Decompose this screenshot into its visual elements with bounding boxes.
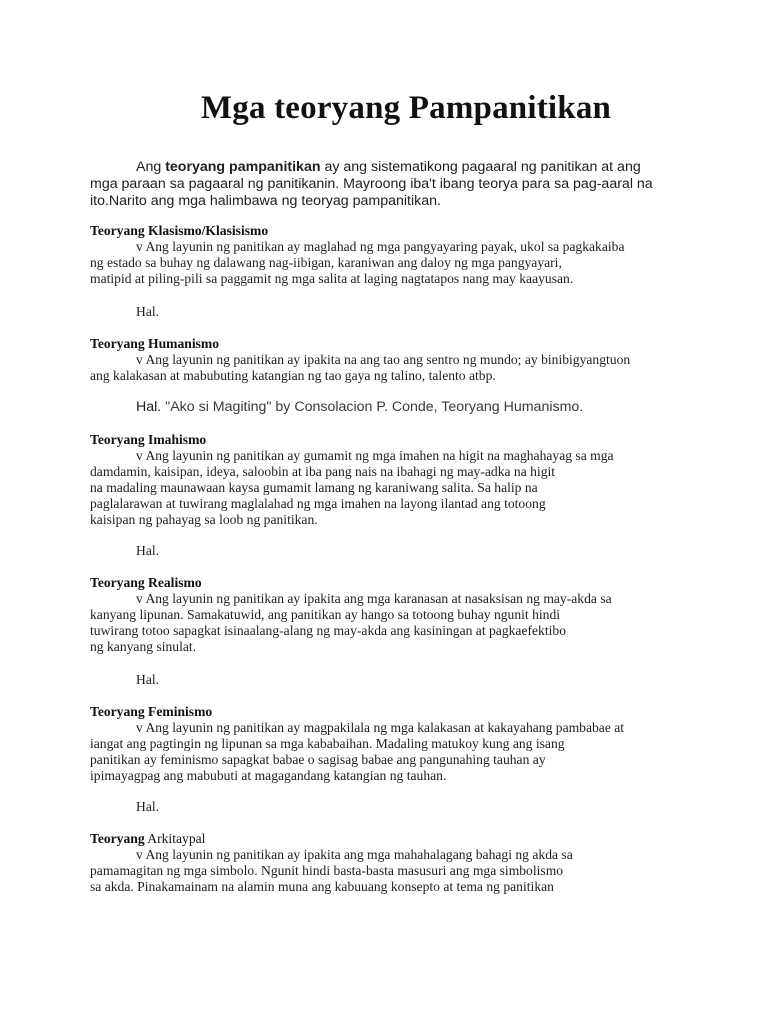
section-feminismo bbox=[90, 704, 690, 784]
section-line: matipid at piling-pili sa paggamit ng mga salita at laging nagtatapos nang may kaayusan. bbox=[90, 271, 574, 286]
example-label: Hal. bbox=[136, 543, 160, 558]
section-line: v Ang layunin ng panitikan ay magpakilala ng mga kalakasan at kakayahang pambabae at bbox=[136, 720, 625, 735]
intro-paragraph bbox=[90, 159, 690, 210]
section-arkitaypal bbox=[90, 831, 690, 895]
section-klasismo bbox=[90, 223, 690, 287]
section-line: iangat ang pagtingin ng lipunan sa mga kababaihan. Madaling matukoy kung ang isang bbox=[90, 736, 565, 751]
example-label: Hal. bbox=[136, 399, 162, 415]
intro-line-1-rest: ay ang sistematikong pagaaral ng panitikan at ang bbox=[320, 159, 641, 175]
section-line: kaisipan ng pahayag sa loob ng panitikan. bbox=[90, 512, 318, 527]
section-title: Teoryang Feminismo bbox=[90, 704, 213, 719]
page-title: Mga teoryang Pampanitikan bbox=[200, 90, 612, 126]
example-label: Hal. bbox=[136, 672, 160, 687]
section-line: v Ang layunin ng panitikan ay ipakita na ang tao ang sentro ng mundo; ay binibigyangtuon bbox=[136, 352, 631, 367]
section-title-plain: Arkitaypal bbox=[144, 831, 206, 846]
example-label: Hal. bbox=[136, 799, 160, 814]
section-line: ng estado sa buhay ng dalawang nag-iibigan, karaniwan ang daloy ng mga pangyayari, bbox=[90, 255, 562, 270]
section-line: ang kalakasan at mabubuting katangian ng tao gaya ng talino, talento atbp. bbox=[90, 368, 496, 383]
section-line: v Ang layunin ng panitikan ay ipakita ang mga karanasan at nasaksisan ng may-akda sa bbox=[136, 591, 612, 606]
section-title: Teoryang Humanismo bbox=[90, 336, 220, 351]
section-title: Teoryang Imahismo bbox=[90, 432, 207, 447]
section-line: panitikan ay feminismo sapagkat babae o sagisag babae ang pangunahing tauhan ay bbox=[90, 752, 546, 767]
example-text: "Ako si Magiting" by Consolacion P. Conde, Teoryang Humanismo. bbox=[161, 399, 584, 415]
section-line: sa akda. Pinakamainam na alamin muna ang kabuuang konsepto at tema ng panitikan bbox=[90, 879, 554, 894]
section-line: ng kanyang sinulat. bbox=[90, 639, 197, 654]
intro-line-3: ito.Narito ang mga halimbawa ng teoryag pampanitikan. bbox=[90, 193, 441, 209]
section-line: ipimayagpag ang mabubuti at magagandang katangian ng tauhan. bbox=[90, 768, 447, 783]
section-line: damdamin, kaisipan, ideya, saloobin at iba pang nais na ibahagi ng may-adka na higit bbox=[90, 464, 556, 479]
intro-line-2: mga paraan sa pagaaral ng panitikanin. Mayroong iba't ibang teorya para sa pag-aaral na bbox=[90, 176, 653, 192]
section-line: kanyang lipunan. Samakatuwid, ang panitikan ay hango sa totoong buhay ngunit hindi bbox=[90, 607, 561, 622]
section-imahismo bbox=[90, 432, 690, 528]
intro-bold-term: teoryang pampanitikan bbox=[165, 159, 321, 175]
section-line: pamamagitan ng mga simbolo. Ngunit hindi basta-basta masusuri ang mga simbolismo bbox=[90, 863, 564, 878]
section-humanismo bbox=[90, 336, 690, 384]
section-title-bold: Teoryang bbox=[90, 831, 145, 846]
section-line: v Ang layunin ng panitikan ay gumamit ng mga imahen na higit na maghahayag sa mga bbox=[136, 448, 614, 463]
section-title bbox=[90, 831, 690, 847]
intro-line-1 bbox=[90, 159, 690, 176]
section-title: Teoryang Klasismo/Klasisismo bbox=[90, 223, 269, 238]
section-line: na madaling maunawaan kaysa gumamit lamang ng karaniwang salita. Sa halip na bbox=[90, 480, 538, 495]
intro-lead: Ang bbox=[136, 159, 166, 175]
section-line: paglalarawan at tuwirang maglalahad ng mga imahen na layong ilantad ang totoong bbox=[90, 496, 546, 511]
section-line: v Ang layunin ng panitikan ay ipakita ang mga mahahalagang bahagi ng akda sa bbox=[136, 847, 573, 862]
section-title: Teoryang Realismo bbox=[90, 575, 202, 590]
section-realismo bbox=[90, 575, 690, 655]
section-line: tuwirang totoo sapagkat isinaalang-alang ng may-akda ang kasiningan at pagkaefektibo bbox=[90, 623, 567, 638]
example-humanismo bbox=[136, 399, 583, 416]
section-line: v Ang layunin ng panitikan ay maglahad ng mga pangyayaring payak, ukol sa pagkakaiba bbox=[136, 239, 625, 254]
example-label: Hal. bbox=[136, 304, 160, 319]
